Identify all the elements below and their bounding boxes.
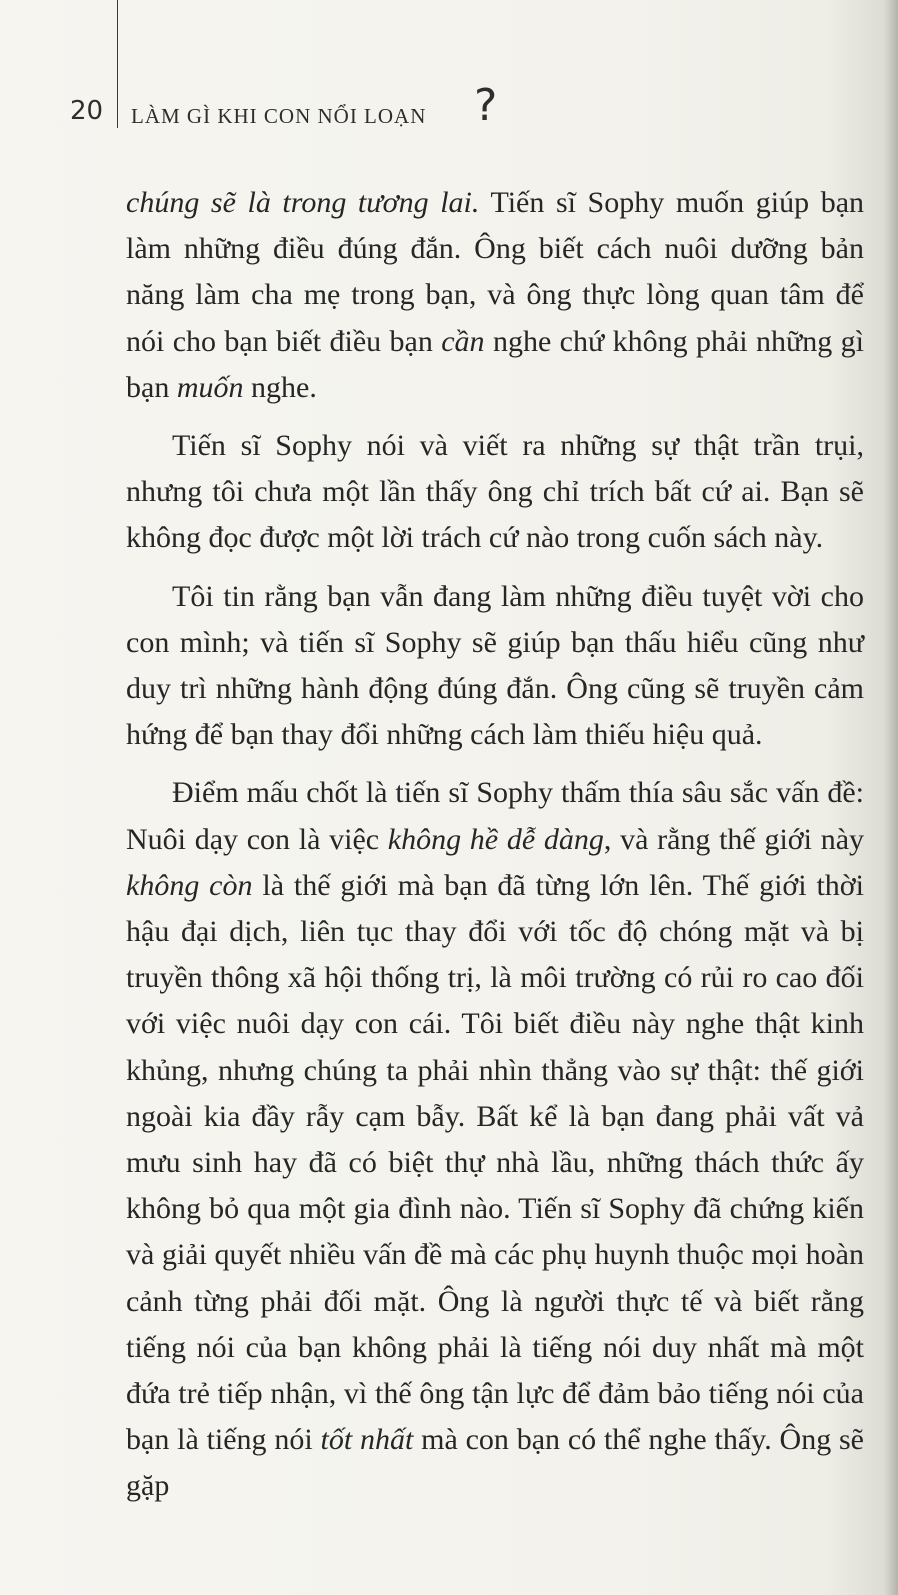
paragraph-4 bbox=[126, 770, 864, 1509]
text-span: không còn bbox=[126, 868, 253, 902]
paragraph-3 bbox=[126, 574, 864, 759]
text-span: muốn bbox=[176, 370, 244, 404]
text-span: Điểm mấu chốt là tiến sĩ Sophy thấm thía sâu sắc vấn đề: Nuôi dạy con là việc bbox=[126, 776, 864, 856]
paragraph-1 bbox=[126, 180, 864, 411]
text-span: Tiến sĩ Sophy muốn giúp bạn làm những điều đúng đắn. Ông biết cách nuôi dưỡng bản năng làm cha mẹ trong bạn, và ông thực lòng quan tâm để nói cho bạn biết điều bạn bbox=[126, 186, 865, 358]
question-mark-ornament: ? bbox=[474, 80, 498, 131]
text-span: mà con bạn có thể nghe thấy. Ông sẽ gặp bbox=[126, 1423, 864, 1503]
text-span: Tôi tin rằng bạn vẫn đang làm những điều tuyệt vời cho con mình; và tiến sĩ Sophy sẽ giúp bạn thấu hiểu cũng như duy trì những hành động đúng đắn. Ông cũng sẽ truyền cảm hứng để bạn thay đổi những cách làm thiếu hiệu quả. bbox=[126, 579, 864, 752]
text-span: là thế giới mà bạn đã từng lớn lên. Thế giới thời hậu đại dịch, liên tục thay đổi với tốc độ chóng mặt và bị truyền thông xã hội thống trị, là môi trường có rủi ro cao đối với việc nuôi dạy con cái. Tôi biết điều này nghe thật kinh khủng, nhưng chúng ta phải nhìn thẳng vào sự thật: thế giới ngoài kia đầy rẫy cạm bẫy. Bất kể là bạn đang phải vất vả mưu sinh hay đã có biệt thự nhà lầu, những thách thức ấy không bỏ qua một gia đình nào. Tiến sĩ Sophy đã chứng kiến và giải quyết nhiều vấn đề mà các phụ huynh thuộc mọi hoàn cảnh từng phải đối mặt. Ông là người thực tế và biết rằng tiếng nói của bạn không phải là tiếng nói duy nhất mà một đứa trẻ tiếp nhận, vì thế ông tận lực để đảm bảo tiếng nói của bạn là tiếng nói bbox=[126, 868, 864, 1457]
text-span: chúng sẽ là trong tương lai. bbox=[126, 186, 480, 219]
text-span: tốt nhất bbox=[320, 1423, 414, 1457]
paragraph-2 bbox=[126, 423, 864, 562]
text-span: cần bbox=[441, 324, 485, 358]
page-number: 20 bbox=[70, 96, 104, 126]
text-span: nghe chứ không phải những gì bạn bbox=[126, 324, 865, 404]
body-text bbox=[126, 180, 864, 1510]
page-edge-shadow bbox=[884, 0, 898, 1595]
header-divider bbox=[117, 0, 118, 128]
text-span: , và rằng thế giới này bbox=[603, 822, 865, 856]
text-span: không hề dễ dàng bbox=[387, 822, 604, 856]
running-title: LÀM GÌ KHI CON NỔI LOẠN bbox=[131, 104, 427, 128]
text-span: Tiến sĩ Sophy nói và viết ra những sự thật trần trụi, nhưng tôi chưa một lần thấy ông chỉ trích bất cứ ai. Bạn sẽ không đọc được một lời trách cứ nào trong cuốn sách này. bbox=[126, 429, 864, 555]
text-span: nghe. bbox=[243, 370, 317, 404]
